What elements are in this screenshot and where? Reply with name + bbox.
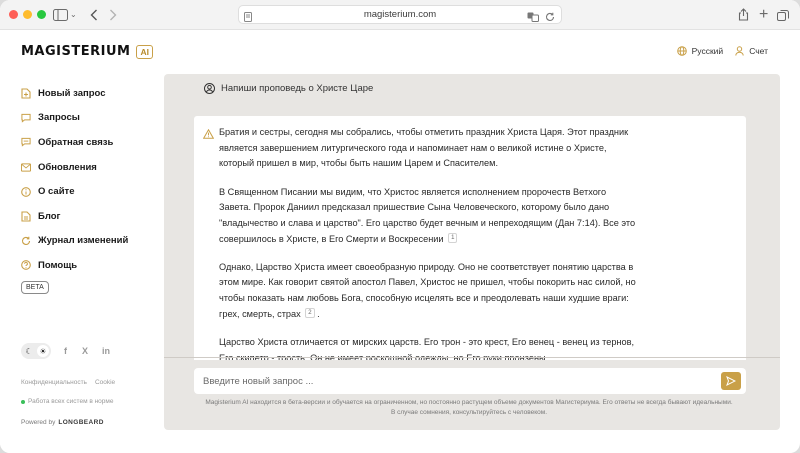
beta-badge: BETA [21,281,49,294]
paragraph-text: Однако, Царство Христа имеет своеобразную природу. Оно не соответствует понятию царства в этом мире. Как говорит святой апостол Павел, Христос не пришел, чтобы покорить нас силой, но чтобы показать нам любовь Бога, способную исцелять все и преодолевать наши худшие враги: грех, смерть, страх [219,261,636,319]
paragraph-text: В Священном Писании мы видим, что Христос является исполнением пророчеств Ветхого Завета. Пророк Даниил предсказал пришествие Сына Человеческого, которому было дано "владычество и слава и царство". Его царство будет вечным и непреходящим (Дан 7:14). Все это совершилось в Христе, в Его Смерти и Воскресении [219,186,636,244]
sidebar-toggle-icon[interactable] [53,6,68,23]
response-body [219,125,637,360]
back-arrow-icon[interactable] [90,6,98,23]
powered-by[interactable] [21,419,104,426]
feedback-icon [21,137,31,147]
sidebar-item-feedback[interactable] [21,130,161,155]
sidebar [0,30,164,453]
sidebar-item-about[interactable] [21,179,161,204]
language-label: Русский [691,46,724,56]
sidebar-item-blog[interactable] [21,204,161,229]
powered-by-label: Powered by [21,419,56,426]
language-selector[interactable] [677,46,724,56]
sidebar-item-label: Блог [38,210,61,222]
info-icon [21,187,31,197]
longbeard-logo: LONGBEARD [58,419,104,426]
cookie-link[interactable]: Cookie [94,379,116,386]
new-tab-icon[interactable]: + [759,6,769,23]
composer-divider [164,357,780,358]
minimize-window-button[interactable] [23,10,32,19]
address-bar[interactable] [238,5,562,24]
sidebar-item-label: Помощь [38,259,78,271]
send-icon [726,376,736,386]
status-text: Работа всех систем в норме [28,398,114,405]
browser-toolbar [0,0,800,30]
user-prompt [204,83,373,94]
sidebar-item-changelog[interactable] [21,229,161,254]
reload-icon[interactable] [545,9,555,27]
query-input[interactable] [203,373,703,389]
sidebar-item-label: Обратная связь [38,136,114,148]
warning-icon [203,126,214,144]
url-text: magisterium.com [363,9,437,20]
refresh-icon [21,236,31,246]
moon-icon[interactable]: ☾ [25,346,33,356]
brand-ai-badge: AI [136,45,153,59]
theme-toggle[interactable] [21,343,51,359]
sidebar-item-label: Обновления [38,161,97,173]
close-window-button[interactable] [9,10,18,19]
paragraph-text: Царство Христа отличается от мирских царств. Его трон - это крест, Его венец - венец из тернов, [219,336,635,347]
header-actions [677,46,768,56]
document-plus-icon [21,88,31,98]
system-status[interactable] [21,398,114,405]
privacy-link[interactable]: Конфиденциальность [21,379,87,386]
response-paragraph [219,125,637,172]
user-avatar-icon [204,83,215,94]
help-icon [21,260,31,270]
chat-panel [164,74,780,430]
facebook-icon[interactable]: f [64,346,67,356]
citation-badge[interactable]: 1 [448,233,457,243]
account-button[interactable] [735,46,768,56]
x-twitter-icon[interactable]: X [82,346,89,356]
sidebar-item-new-query[interactable] [21,81,161,106]
sidebar-item-label: Запросы [38,112,80,124]
tab-overview-icon[interactable] [777,6,790,23]
sidebar-item-label: Журнал изменений [38,235,129,247]
disclaimer-text: Magisterium AI находится в бета-версии и обучается на ограниченном, но постоянно растущем объеме документов Магистериума. Его ответы не всегда бывают идеальными. В случае сомнения, консультируйтесь с человеком. [205,399,733,416]
sidebar-item-help[interactable] [21,253,161,278]
maximize-window-button[interactable] [37,10,46,19]
sidebar-item-updates[interactable] [21,155,161,180]
brand-name: MAGISTERIUM [21,44,131,59]
prompt-text: Напиши проповедь о Христе Царе [221,83,374,94]
document-icon [21,211,31,221]
brand-logo[interactable] [21,44,153,59]
forward-arrow-icon[interactable] [109,6,117,23]
status-dot-icon [21,400,25,404]
chat-icon [21,113,31,123]
mail-icon [21,162,31,172]
response-paragraph: Однако, Царство Христа имеет своеобразную природу. Оно не соответствует понятию царства в этом мире. Как говорит святой апостол Павел, Христос не пришел, чтобы покорить нас силой, но чтобы показать нам любовь Бога, способную исцелять все и преодолевать наши худшие враги: грех, смерть, страх 2 . [219,261,636,319]
translate-icon[interactable] [527,9,539,27]
sidebar-item-label: Новый запрос [38,87,106,99]
sidebar-nav [21,81,161,278]
sidebar-item-label: О сайте [38,186,75,198]
share-icon[interactable] [738,6,749,23]
account-label: Счет [749,46,768,56]
footer-links [21,379,115,386]
query-composer [194,368,746,394]
chevron-down-icon[interactable]: ⌄ [70,10,77,19]
send-button[interactable] [721,372,741,390]
globe-icon [677,46,687,56]
linkedin-icon[interactable]: in [102,346,110,356]
citation-badge[interactable]: 2 [305,308,314,318]
paragraph-text: Братия и сестры, сегодня мы собрались, чтобы отметить праздник Христа Царя. Этот праздник является завершением литургического года и напоминает нам о великой истине о Христе, который пришел в мир, чтобы быть нашим Царем и Спасителем. [219,127,629,169]
response-paragraph [219,185,637,248]
user-icon [735,46,744,56]
sun-icon[interactable]: ☀ [37,345,49,357]
sidebar-item-queries[interactable] [21,106,161,131]
assistant-response [194,116,746,360]
